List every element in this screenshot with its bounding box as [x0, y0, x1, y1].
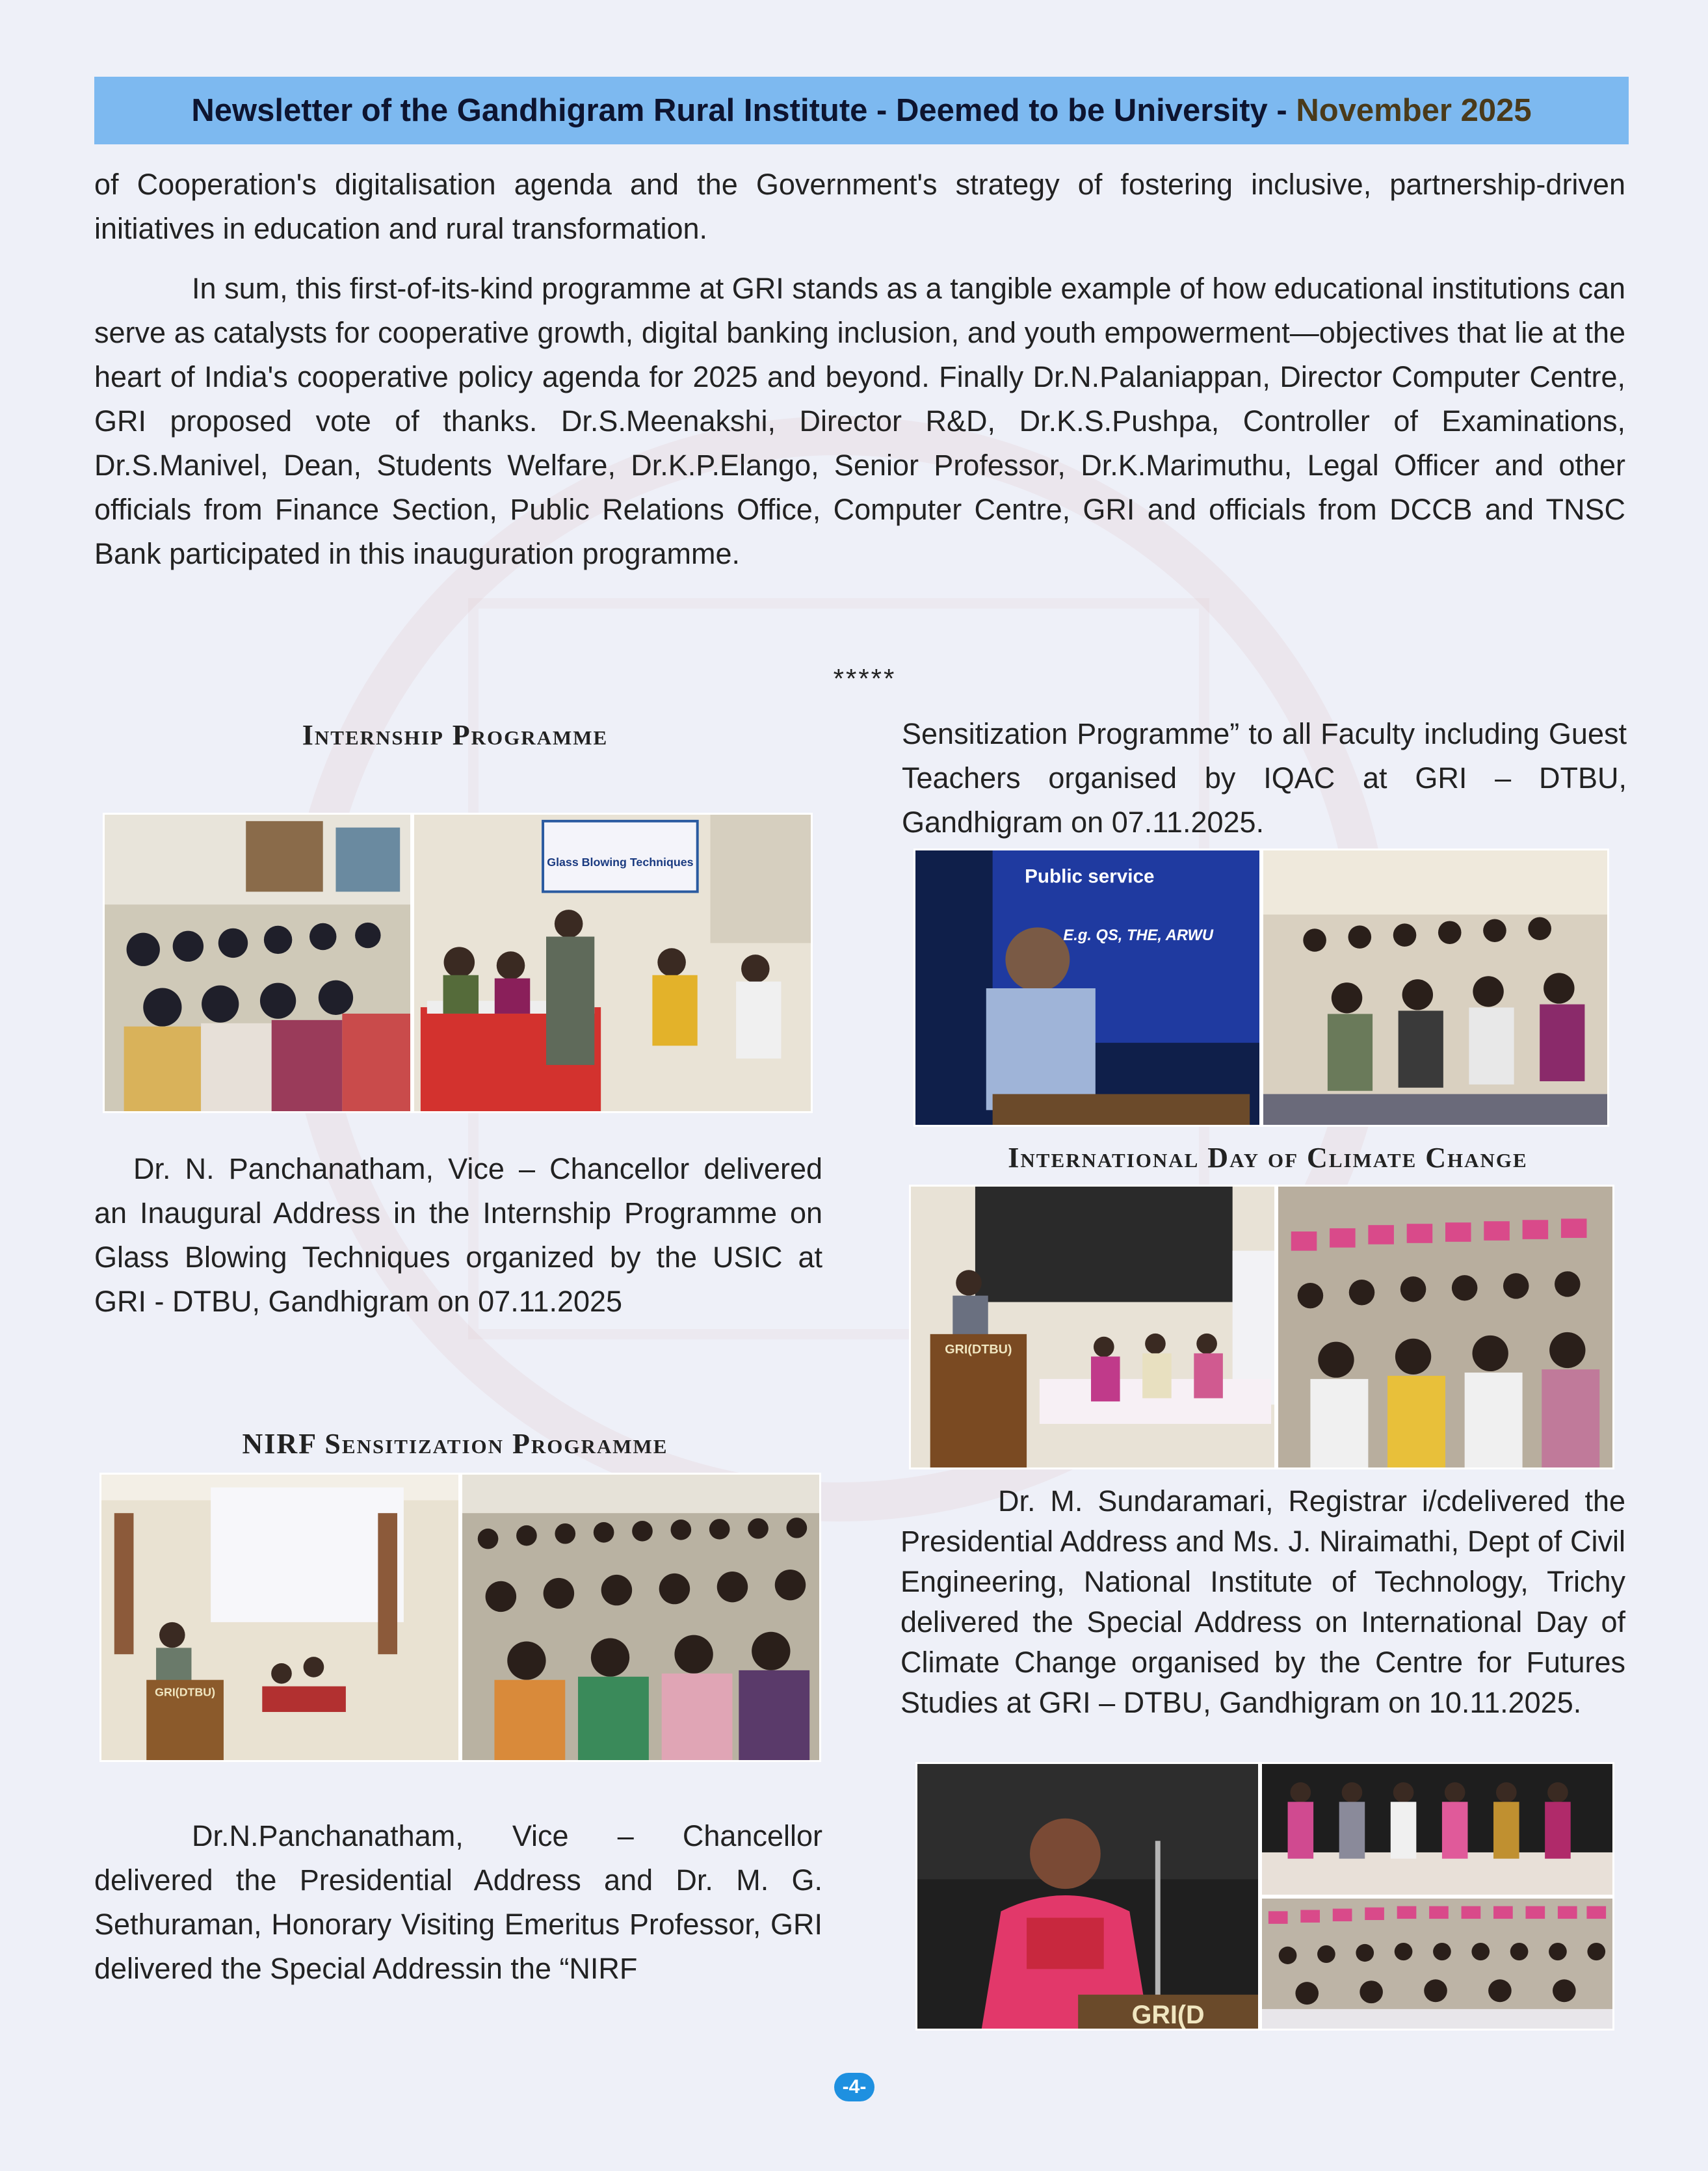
podium-label-climate: GRI(DTBU): [945, 1342, 1012, 1357]
climate-heading: International Day of Climate Change: [1008, 1142, 1528, 1174]
intro-paragraph-2: In sum, this first-of-its-kind programme at GRI stands as a tangible example of how educational institutions can serve as catalysts for cooperative growth, digital banking inclusion, and youth empowerment—objectives that lie at the heart of India's cooperative policy agenda for 2025 and beyond. Finally Dr.N.Palaniappan, Director Computer Centre, GRI proposed vote of thanks. Dr.S.Meenakshi, Director R&D, Dr.K.S.Pushpa, Controller of Examinations, Dr.S.Manivel, Dean, Students Welfare, Dr.K.P.Elango, Senior Professor, Dr.K.Marimuthu, Legal Officer and other officials from Finance Section, Public Relations Office, Computer Centre, GRI and officials from DCCB and TNSC Bank participated in this inauguration programme.: [94, 272, 1625, 570]
climate-photo-felicitation: [1260, 1762, 1614, 1897]
banner-text: Glass Blowing Techniques: [547, 855, 694, 869]
internship-photo-audience: [103, 813, 412, 1113]
nirf-continued-text: [902, 712, 1627, 845]
page-number-badge: -4-: [834, 2073, 874, 2101]
header-title-text: Newsletter of the Gandhigram Rural Institute - Deemed to be University -: [191, 93, 1296, 128]
climate-photo-audience: [1276, 1185, 1614, 1469]
podium-label-nirf: GRI(DTBU): [155, 1685, 216, 1699]
header-date: November 2025: [1296, 93, 1532, 128]
internship-paragraph: Dr. N. Panchanatham, Vice – Chancellor delivered an Inaugural Address in the Internship Programme on Glass Blowing Techniques organized by the USIC at GRI - DTBU, Gandhigram on 07.11.2025: [94, 1152, 822, 1318]
nirf-text: [94, 1814, 822, 1991]
slide-text-1: Public service: [1025, 865, 1155, 888]
climate-photo-crowd: [1260, 1897, 1614, 2031]
header-title: [191, 92, 1531, 129]
nirf-heading: NIRF Sensitization Programme: [242, 1428, 668, 1460]
internship-photo-dais: [412, 813, 813, 1113]
intro-paragraph-1: of Cooperation's digitalisation agenda and the Government's strategy of fostering inclusive, partnership-driven initiatives in education and rural transformation.: [94, 168, 1625, 245]
climate-paragraph: Dr. M. Sundaramari, Registrar i/cdelivered the Presidential Address and Ms. J. Niraimathi, Dept of Civil Engineering, National Institute of Technology, Trichy delivered the Special Address on International Day of Climate Change organised by the Centre for Futures Studies at GRI – DTBU, Gandhigram on 10.11.2025.: [900, 1484, 1625, 1719]
nirf-photo-faculty: [1261, 849, 1609, 1127]
newsletter-header: [94, 77, 1629, 144]
nirf-paragraph-continued: Sensitization Programme” to all Faculty including Guest Teachers organised by IQAC at GRI – DTBU, Gandhigram on 07.11.2025.: [902, 717, 1627, 839]
section-divider: *****: [833, 663, 897, 694]
climate-text: [900, 1481, 1625, 1723]
nirf-photo-audience: [460, 1473, 821, 1762]
nirf-photo-professor: [913, 849, 1261, 1127]
podium-label-speaker: GRI(D: [1131, 2001, 1205, 2029]
internship-text: [94, 1147, 822, 1324]
climate-photo-speaker: [915, 1762, 1260, 2031]
climate-photo-dais: [909, 1185, 1276, 1469]
slide-text-2: E.g. QS, THE, ARWU: [1063, 927, 1214, 945]
nirf-paragraph: Dr.N.Panchanatham, Vice – Chancellor delivered the Presidential Address and Dr. M. G. Sethuraman, Honorary Visiting Emeritus Professor, GRI delivered the Special Addressin the “NIRF: [94, 1819, 822, 1985]
intro-section: [94, 163, 1625, 576]
nirf-photo-speaker: [99, 1473, 460, 1762]
internship-heading: Internship Programme: [302, 719, 609, 751]
